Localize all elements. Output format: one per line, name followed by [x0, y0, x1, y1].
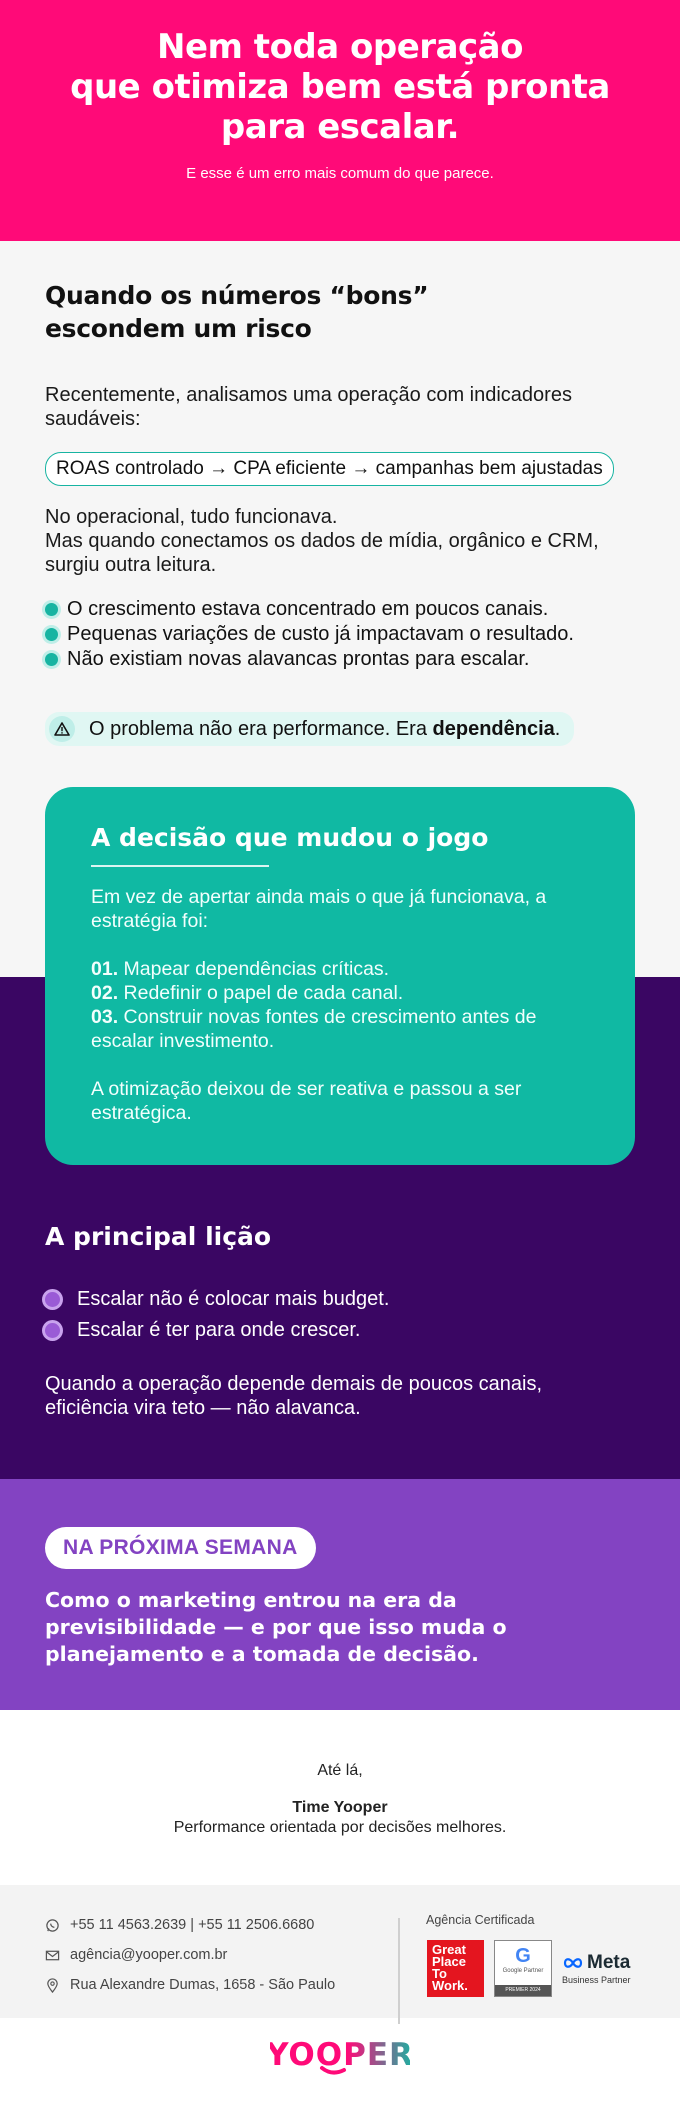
- alert-text: O problema não era performance. Era dependência.: [89, 718, 561, 740]
- hero-title: Nem toda operação que otimiza bem está pronta para escalar.: [70, 27, 610, 147]
- footer-divider: [398, 1918, 400, 2024]
- lesson-content: [45, 1222, 605, 1420]
- contact-email[interactable]: agência@yooper.com.br: [45, 1940, 335, 1970]
- bullet-dot-icon: [45, 1292, 60, 1307]
- meta-infinity-icon: [562, 1957, 584, 1969]
- lesson-paragraph: Quando a operação depende demais de poucos canais, eficiência vira teto — não alavanca.: [45, 1373, 543, 1419]
- risk-title: Quando os números “bons” escondem um risco: [45, 281, 429, 343]
- decision-step: 02. Redefinir o papel de cada canal.: [91, 982, 404, 1004]
- lesson-bullet-list: [45, 1284, 605, 1346]
- contact-phone[interactable]: +55 11 4563.2639 | +55 11 2506.6680: [45, 1910, 335, 1940]
- mail-icon: [45, 1948, 60, 1963]
- google-partner-badge: G Google Partner PREMIER 2024: [494, 1940, 552, 1997]
- great-place-to-work-badge: Great Place To Work.: [427, 1940, 484, 1997]
- hero-subtitle: E esse é um erro mais comum do que parece.: [186, 165, 494, 182]
- yooper-logo-mark: [270, 2034, 410, 2078]
- contact-address: Rua Alexandre Dumas, 1658 - São Paulo: [45, 1970, 335, 2000]
- yooper-logo[interactable]: [0, 2018, 680, 2101]
- list-item: O crescimento estava concentrado em poucos canais.: [45, 597, 635, 622]
- decision-intro: Em vez de apertar ainda mais o que já funcionava, a estratégia foi:: [91, 886, 547, 932]
- metrics-pill: ROAS controlado → CPA eficiente → campanhas bem ajustadas: [45, 452, 614, 486]
- bullet-dot-icon: [45, 1323, 60, 1338]
- next-week-text: Como o marketing entrou na era da previsibilidade — e por que isso muda o planejamento e a tomada de decisão.: [45, 1588, 507, 1666]
- location-pin-icon: [45, 1978, 60, 1993]
- cert-badges: [427, 1940, 631, 1997]
- next-week-section: [0, 1479, 680, 1710]
- risk-body-2: Mas quando conectamos os dados de mídia, orgânico e CRM, surgiu outra leitura.: [45, 530, 599, 576]
- closing-tagline: Performance orientada por decisões melhores.: [173, 1819, 507, 1836]
- next-week-tag: NA PRÓXIMA SEMANA: [45, 1527, 316, 1569]
- list-item: Não existiam novas alavancas prontas para escalar.: [45, 647, 635, 672]
- hero-banner: [0, 0, 680, 241]
- decision-step: 03. Construir novas fontes de crescimento antes de escalar investimento.: [91, 1006, 537, 1052]
- footer: [0, 1885, 680, 2018]
- warning-icon: [49, 716, 75, 742]
- google-icon: G: [515, 1945, 531, 1967]
- list-item: Pequenas variações de custo já impactavam o resultado.: [45, 622, 635, 647]
- bullet-dot-icon: [45, 653, 58, 666]
- logo-wordmark: YOOPER: [270, 2037, 410, 2073]
- decision-title: A decisão que mudou o jogo: [91, 823, 489, 852]
- bullet-dot-icon: [45, 628, 58, 641]
- meta-partner-badge: Meta Business Partner: [562, 1952, 631, 1985]
- closing-team: Time Yooper: [292, 1799, 388, 1816]
- alert-callout: [45, 712, 574, 746]
- whatsapp-icon: [45, 1918, 60, 1933]
- title-underline: [91, 865, 269, 867]
- risk-body-1: No operacional, tudo funcionava.: [45, 506, 338, 528]
- closing-greeting: Até lá,: [317, 1762, 363, 1779]
- contact-info: [45, 1910, 335, 2000]
- decision-outro: A otimização deixou de ser reativa e passou a ser estratégica.: [91, 1078, 522, 1124]
- risk-intro: Recentemente, analisamos uma operação com indicadores saudáveis:: [45, 384, 572, 430]
- cert-label: Agência Certificada: [426, 1913, 535, 1927]
- bullet-dot-icon: [45, 603, 58, 616]
- decision-step: 01. Mapear dependências críticas.: [91, 958, 390, 980]
- lesson-title: A principal lição: [45, 1222, 272, 1251]
- list-item: Escalar é ter para onde crescer.: [45, 1315, 605, 1346]
- decision-card: [45, 787, 635, 1165]
- risk-bullet-list: [45, 597, 635, 672]
- list-item: Escalar não é colocar mais budget.: [45, 1284, 605, 1315]
- closing-section: [0, 1710, 680, 1885]
